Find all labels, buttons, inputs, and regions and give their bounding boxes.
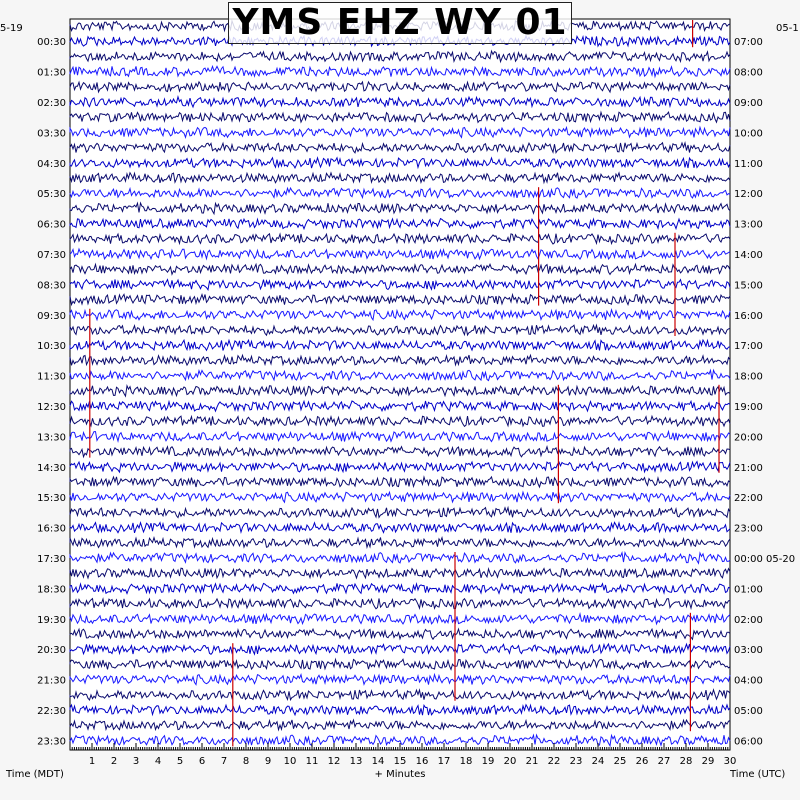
x-axis-label: + Minutes	[374, 769, 426, 780]
x-tick-label: 21	[525, 756, 539, 767]
right-time-label: 04:00	[734, 675, 763, 687]
x-tick-label: 7	[220, 756, 228, 767]
right-time-label: 00:00 05-20	[734, 554, 796, 565]
x-tick-label: 17	[437, 756, 451, 767]
x-tick-label: 1	[88, 756, 96, 767]
left-time-label: 17:30	[37, 554, 66, 565]
right-time-label: 23:00	[734, 523, 763, 535]
left-axis-label: Time (MDT)	[6, 769, 64, 780]
left-time-label: 07:30	[37, 250, 66, 261]
left-time-label: 10:30	[37, 341, 66, 353]
left-time-label: 21:30	[37, 675, 66, 687]
x-tick-label: 13	[349, 756, 363, 767]
left-time-label: 23:30	[37, 736, 66, 748]
left-time-label: 12:30	[37, 402, 66, 413]
left-time-label: 00:30	[37, 37, 66, 49]
right-time-label: 22:00	[734, 493, 763, 505]
x-tick-label: 18	[459, 756, 473, 767]
right-time-label: 17:00	[734, 341, 763, 353]
left-time-label: 19:30	[37, 614, 66, 626]
x-tick-label: 4	[154, 756, 162, 767]
right-time-label: 07:00	[734, 37, 763, 49]
x-tick-label: 11	[305, 756, 319, 767]
left-time-label: 08:30	[37, 280, 66, 292]
left-time-label: 09:30	[37, 310, 66, 322]
x-tick-label: 22	[547, 756, 561, 767]
left-time-label: 13:30	[37, 432, 66, 444]
right-time-label: 16:00	[734, 310, 763, 322]
x-tick-label: 28	[679, 756, 693, 767]
right-time-label: 11:00	[734, 158, 763, 170]
right-axis-label: Time (UTC)	[730, 769, 786, 780]
x-tick-label: 8	[242, 756, 250, 767]
chart-title: YMS EHZ WY 01	[232, 2, 568, 43]
x-tick-label: 10	[283, 756, 297, 767]
right-time-label: 06:00	[734, 736, 763, 748]
left-time-label: 16:30	[37, 523, 66, 535]
left-time-label: 05:30	[37, 189, 66, 201]
right-time-label: 21:00	[734, 462, 763, 474]
x-tick-label: 6	[198, 756, 206, 767]
right-time-label: 02:00	[734, 614, 763, 626]
left-time-label: 22:30	[37, 706, 66, 717]
x-tick-label: 29	[701, 756, 715, 767]
x-tick-label: 27	[657, 756, 671, 767]
left-time-label: 01:30	[37, 67, 66, 79]
right-time-label: 20:00	[734, 432, 763, 444]
right-time-label: 15:00	[734, 280, 763, 292]
x-tick-label: 26	[635, 756, 649, 767]
left-time-label: 03:30	[37, 128, 66, 140]
left-time-label: 06:30	[37, 219, 66, 231]
left-time-label: 18:30	[37, 584, 66, 596]
x-tick-label: 9	[264, 756, 272, 767]
x-tick-label: 30	[723, 756, 737, 767]
right-time-label: 10:00	[734, 128, 763, 140]
left-time-label: 11:30	[37, 371, 66, 383]
x-tick-label: 19	[481, 756, 495, 767]
x-tick-label: 20	[503, 756, 517, 767]
right-time-label: 05:00	[734, 706, 763, 717]
left-time-label: 02:30	[37, 98, 66, 109]
x-tick-label: 25	[613, 756, 627, 767]
right-time-label: 13:00	[734, 219, 763, 231]
right-time-label: 01:00	[734, 584, 763, 596]
left-time-label: 15:30	[37, 493, 66, 505]
left-time-label: 04:30	[37, 158, 66, 170]
x-tick-label: 12	[327, 756, 341, 767]
x-tick-label: 2	[110, 756, 118, 767]
left-date-label: 5-19	[0, 23, 23, 34]
right-time-label: 12:00	[734, 189, 763, 201]
x-tick-label: 14	[371, 756, 385, 767]
chart-title-box	[228, 2, 572, 44]
right-time-label: 09:00	[734, 98, 763, 109]
x-tick-label: 24	[591, 756, 605, 767]
x-tick-label: 5	[176, 756, 184, 767]
x-tick-label: 15	[393, 756, 407, 767]
right-date-label: 05-1	[776, 23, 799, 34]
x-tick-label: 3	[132, 756, 140, 767]
right-time-label: 18:00	[734, 371, 763, 383]
left-time-label: 20:30	[37, 645, 66, 657]
x-tick-label: 16	[415, 756, 429, 767]
right-time-label: 19:00	[734, 402, 763, 413]
right-time-label-group	[734, 37, 795, 747]
right-time-label: 03:00	[734, 645, 763, 657]
right-time-label: 14:00	[734, 250, 763, 261]
plot-frame	[70, 19, 730, 750]
left-time-label: 14:30	[37, 462, 66, 474]
left-time-label-group	[37, 37, 66, 747]
right-time-label: 08:00	[734, 67, 763, 79]
x-tick-label: 23	[569, 756, 583, 767]
